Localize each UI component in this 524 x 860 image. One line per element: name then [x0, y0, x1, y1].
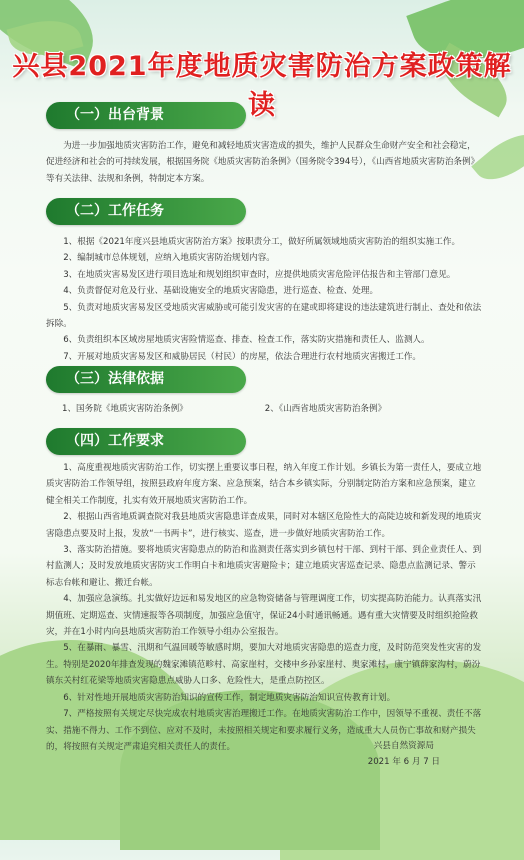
section-body-tasks [46, 234, 482, 365]
list-item: 2、根据山西省地质调查院对我县地质灾害隐患详查成果，同时对本辖区危险性大的高陡边坡和新发现的地质灾害隐患点要及时上报，发放“一书两卡”，进行核实、巡查，进一步做好地质灾害防治工作。 [46, 512, 482, 539]
list-item: 5、负责对地质灾害易发区受地质灾害威胁或可能引发灾害的在建或即将建设的违法建筑进行制止、查处和依法拆除。 [46, 302, 482, 330]
law-list [46, 402, 482, 414]
list-item: 6、针对性地开展地质灾害防治知识的宣传工作，制定地质灾害防治知识宣传教育计划。 [63, 692, 396, 703]
issuing-organization: 兴县自然资源局 [373, 741, 434, 751]
law-item: 2、《山西省地质灾害防治条例》 [264, 404, 387, 414]
list-item: 7、严格按照有关规定尽快完成农村地质灾害治理搬迁工作。在地质灾害防治工作中，因领导不重视、责任不落实、措施不得力、工作不到位、应对不及时，未按照相关规定和要求履行义务，造成重大人员伤亡事故和财产损失的，将按照有关规定严肃追究相关责任人的责任。 [46, 709, 482, 752]
list-item: 4、负责督促对危及行业、基础设施安全的地质灾害隐患，进行巡查、检查、处理。 [63, 286, 379, 297]
list-item: 3、在地质灾害易发区进行项目选址和规划组织审查时，应提供地质灾害危险评估报告和主管部门意见。 [63, 269, 456, 280]
footer-signature [368, 738, 440, 770]
list-item: 2、编制城市总体规划，应纳入地质灾害防治规划内容。 [63, 253, 275, 264]
section-body-requirements [46, 460, 482, 755]
list-item: 6、负责组织本区域房屋地质灾害险情巡查、排查、检查工作，落实防灾措施和责任人、监测人。 [63, 335, 430, 346]
section-header-requirements: （四）工作要求 [46, 428, 246, 455]
list-item: 7、开展对地质灾害易发区和威胁居民（村民）的房屋，依法合理进行农村地质灾害搬迁工作。 [63, 351, 422, 362]
list-item: 1、根据《2021年度兴县地质灾害防治方案》按职责分工，做好所属领域地质灾害防治的组织实施工作。 [63, 237, 461, 247]
section-body-background [46, 138, 482, 187]
issue-date: 2021 年 6 月 7 日 [367, 757, 440, 767]
list-item: 3、落实防治措施。要将地质灾害隐患点的防治和监测责任落实到乡镇包村干部、到村干部、到企业责任人、到村监测人；及时发放地质灾害防灾工作明白卡和地质灾害避险卡；建立地质灾害巡查记录、隐患点监测记录、警示标志台帐和避让、搬迁台帐。 [46, 545, 482, 588]
list-item: 5、在暴雨、暴雪、汛期和气温回暖等敏感时期，要加大对地质灾害隐患的巡查力度，及时防范突发性灾害的发生。特别是2020年排查发现的魏家滩镇范畛村、高家崖村，交楼申乡孙家崖村、奥家滩村，康宁镇薛家沟村，蔚汾镇东关村红花梁等地质灾害隐患点威胁人口多、危险性大，是重点防控区。 [46, 643, 482, 687]
law-item: 1、国务院《地质灾害防治条例》 [62, 404, 188, 414]
section-header-legal-basis: （三）法律依据 [46, 366, 246, 393]
paragraph: 为进一步加强地质灾害防治工作，避免和减轻地质灾害造成的损失，维护人民群众生命财产安全和社会稳定，促进经济和社会的可持续发展，根据国务院《地质灾害防治条例》（国务院令394号），《山西省地质灾害防治条例》等有关法律、法规和条例，特制定本方案。 [46, 141, 480, 184]
list-item: 4、加强应急演练。扎实做好边远和易发地区的应急物资储备与管理调度工作，切实提高防治能力。认真落实汛期值班、定期巡查、灾情速报等各项制度，加强应急值守，保证24小时通讯畅通。遇有重大灾情要及时组织抢险救灾，并在1小时内向县地质灾害防治工作领导小组办公室报告。 [46, 594, 482, 638]
page-title: 兴县2021年度地质灾害防治方案政策解读 [12, 51, 512, 121]
section-header-tasks: （二）工作任务 [46, 198, 246, 225]
section-header-background: （一）出台背景 [46, 102, 246, 129]
list-item: 1、高度重视地质灾害防治工作，切实摆上重要议事日程，纳入年度工作计划。乡镇长为第一责任人，要成立地质灾害防治工作领导组，按照县政府年度方案、应急预案，结合本乡镇实际，分别制定防治方案和应急预案，建立健全相关工作制度，扎实有效开展地质灾害防治工作。 [46, 463, 482, 506]
